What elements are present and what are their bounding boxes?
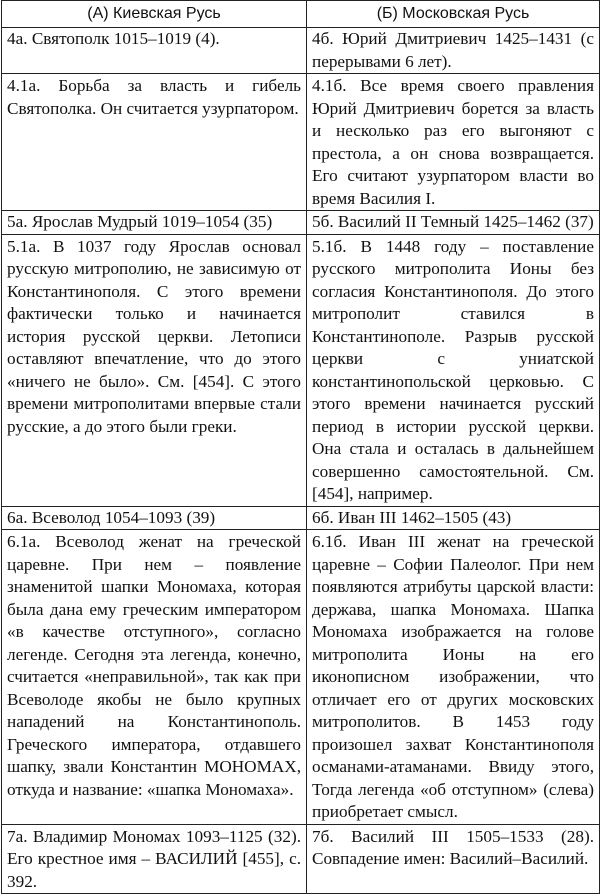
table-row <box>2 530 600 825</box>
cell-6-1b: 6.1б. Иван III женат на греческой царевне – Софии Палеолог. При нем появляются атрибуты царской власти: держава, шапка Мономаха. Шапка Мономаха изображается на голове митрополита Ионы на его иконописном изображении, что отличает его от других московских митрополитов. В 1453 году произошел захват Константинополя османами-атаманами. Ввиду этого, Тогда легенда «об отступном» (слева) приобретает смысл. <box>307 530 600 825</box>
table-row <box>2 234 600 506</box>
cell-5a-yaroslav: 5а. Ярослав Мудрый 1019–1054 (35) <box>2 211 307 235</box>
table-row <box>2 74 600 211</box>
comparison-table <box>1 0 600 894</box>
cell-7b-vasily-iii: 7б. Василий III 1505–1533 (28). Совпадение имен: Василий–Василий. <box>307 824 600 894</box>
cell-5-1b: 5.1б. В 1448 году – поставление русского митрополита Ионы без согласия Константинополя. До этого митрополит ставился в Константинополе. Разрыв русской церкви с униатской константинопольской церковью. С этого времени начинается русский период в истории русской церкви. Она стала и осталась в дальнейшем совершенно самостоятельной. См. [454], например. <box>307 234 600 506</box>
cell-5-1a: 5.1а. В 1037 году Ярослав основал русскую митрополию, не зависимую от Константинополя. С этого времени фактически только и начинается история русской церкви. Летописи оставляют впечатление, что до этого «ничего не было». См. [454]. С этого времени митрополитами впервые стали русские, а до этого были греки. <box>2 234 307 506</box>
table-row <box>2 211 600 235</box>
table-row <box>2 28 600 74</box>
cell-4b-yuri-dmitrievich: 4б. Юрий Дмитриевич 1425–1431 (с перерывами 6 лет). <box>307 28 600 74</box>
cell-4-1b: 4.1б. Все время своего правления Юрий Дмитриевич борется за власть и несколько раз его выгоняют с престола, а он снова возвращается. Его считают узурпатором власти во время Василия I. <box>307 74 600 211</box>
cell-6b-ivan-iii: 6б. Иван III 1462–1505 (43) <box>307 506 600 530</box>
cell-5b-vasily-ii: 5б. Василий II Темный 1425–1462 (37) <box>307 211 600 235</box>
cell-6-1a: 6.1а. Всеволод женат на греческой царевне. При нем – появление знаменитой шапки Мономаха, которая была дана ему греческим императором «в качестве отступного», согласно легенде. Сегодня эта легенда, конечно, считается «неправильной», так как при Всеволоде якобы не было крупных нападений на Константинополь. Греческого императора, отдавшего шапку, звали Константин МОНОМАХ, откуда и название: «шапка Мономаха». <box>2 530 307 825</box>
cell-7a-vladimir-monomakh: 7а. Владимир Мономах 1093–1125 (32). Его крестное имя – ВАСИЛИЙ [455], с. 392. <box>2 824 307 894</box>
header-muscovite-rus: (Б) Московская Русь <box>307 1 600 28</box>
table-row <box>2 824 600 894</box>
cell-4a-sviatopolk: 4а. Святополк 1015–1019 (4). <box>2 28 307 74</box>
header-row <box>2 1 600 28</box>
header-kievan-rus: (А) Киевская Русь <box>2 1 307 28</box>
cell-4-1a: 4.1а. Борьба за власть и гибель Святополка. Он считается узурпатором. <box>2 74 307 211</box>
cell-6a-vsevolod: 6а. Всеволод 1054–1093 (39) <box>2 506 307 530</box>
table-row <box>2 506 600 530</box>
